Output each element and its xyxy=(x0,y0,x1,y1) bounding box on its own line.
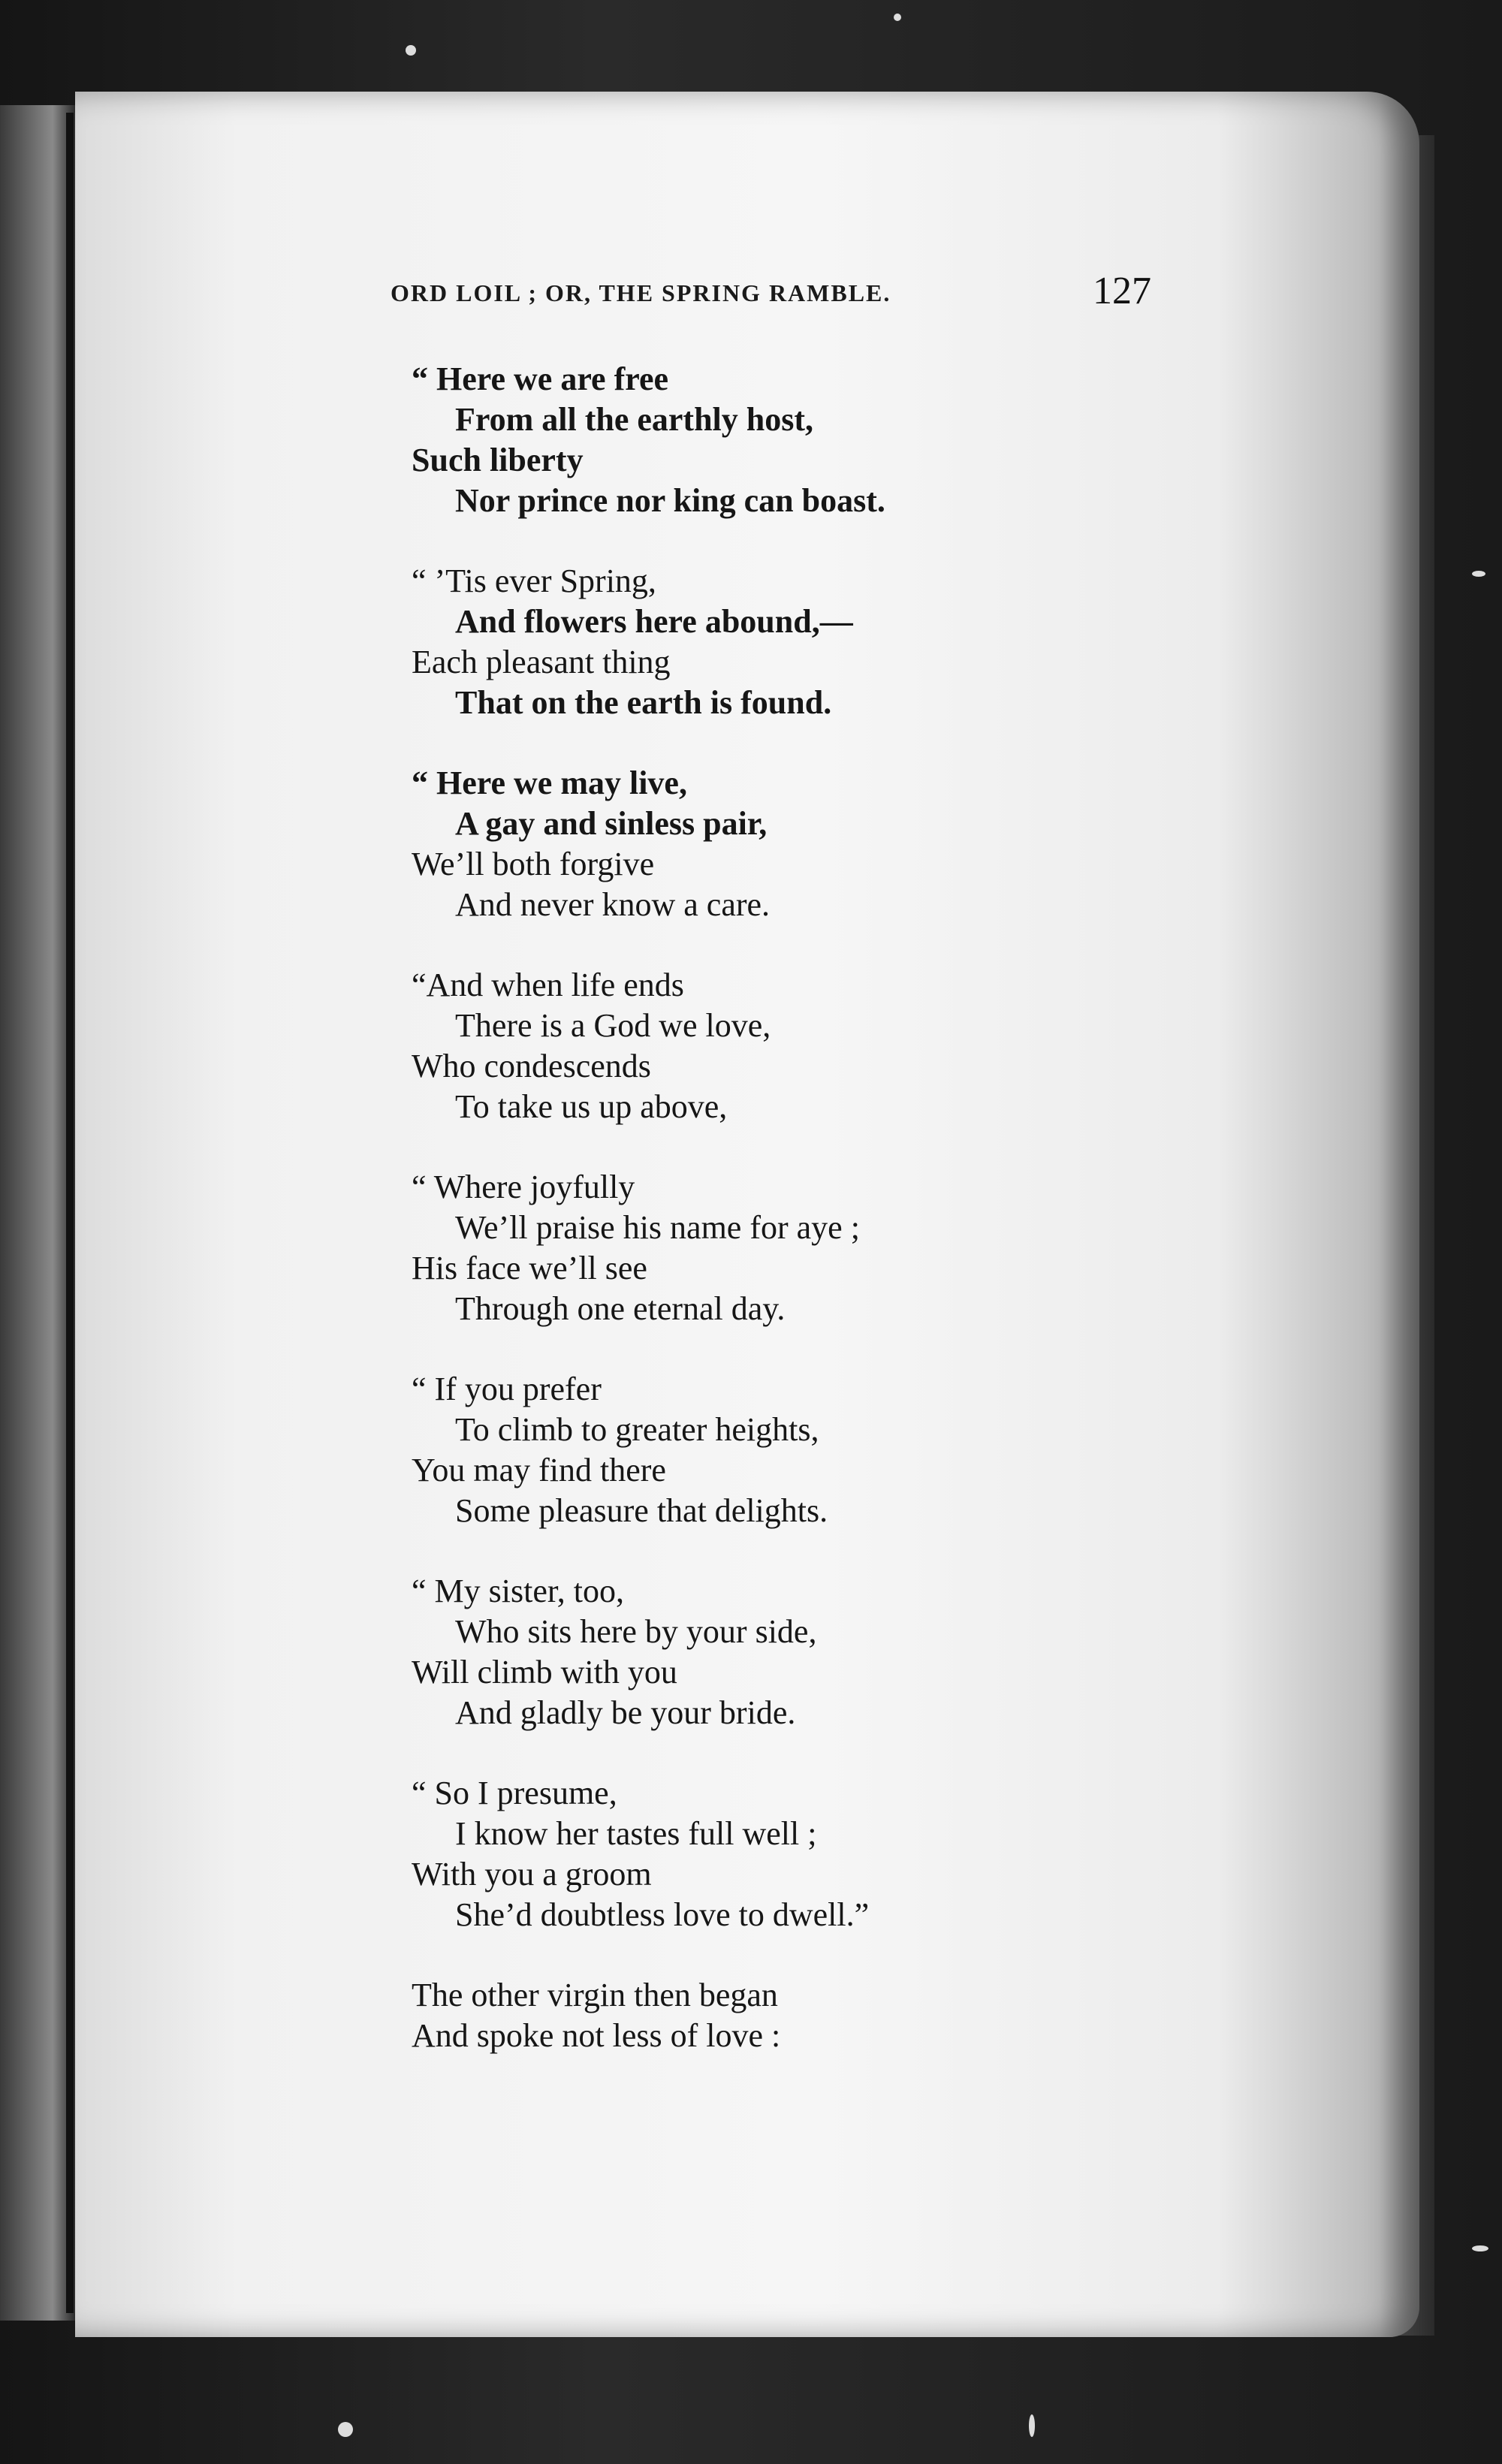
verse-line: She’d doubtless love to dwell.” xyxy=(455,1896,870,1933)
verse-line: We’ll both forgive xyxy=(412,846,655,882)
verse-line: To take us up above, xyxy=(455,1088,728,1125)
verse-line: Some pleasure that delights. xyxy=(455,1492,828,1529)
verse-line: “ If you prefer xyxy=(412,1371,602,1407)
stanza xyxy=(412,1571,1313,1733)
page-number: 127 xyxy=(1093,270,1151,312)
verse-line: With you a groom xyxy=(412,1856,652,1892)
verse-line: Who condescends xyxy=(412,1048,651,1084)
verse-line: And spoke not less of love : xyxy=(412,2017,781,2054)
stanza xyxy=(412,763,1313,925)
verse-line: “ So I presume, xyxy=(412,1775,617,1811)
stanza xyxy=(412,561,1313,723)
stanza xyxy=(412,359,1313,521)
verse-line: A gay and sinless pair, xyxy=(455,805,768,842)
verse-line: And flowers here abound,— xyxy=(455,603,853,640)
verse-line: “ My sister, too, xyxy=(412,1573,624,1609)
poem-body xyxy=(412,359,1313,2096)
dust-speck xyxy=(1472,571,1485,577)
running-head: ORD LOIL ; OR, THE SPRING RAMBLE. xyxy=(391,279,891,306)
verse-line: The other virgin then began xyxy=(412,1977,778,2013)
verse-line: And gladly be your bride. xyxy=(455,1694,796,1731)
verse-line: And never know a care. xyxy=(455,886,771,923)
verse-line: You may find there xyxy=(412,1452,666,1488)
dust-speck xyxy=(1472,2245,1488,2251)
closing-lines xyxy=(412,1975,1313,2056)
verse-line: Who sits here by your side, xyxy=(455,1613,817,1650)
verse-line: Through one eternal day. xyxy=(455,1290,786,1327)
dust-speck xyxy=(894,14,901,21)
stanza xyxy=(412,1369,1313,1531)
verse-line: Will climb with you xyxy=(412,1654,677,1690)
stanza xyxy=(412,1167,1313,1329)
verse-line: That on the earth is found. xyxy=(455,684,832,721)
verse-line: I know her tastes full well ; xyxy=(455,1815,817,1852)
left-page-edge xyxy=(0,105,75,2321)
verse-line: “ Here we may live, xyxy=(412,765,687,801)
verse-line: Nor prince nor king can boast. xyxy=(455,482,885,519)
verse-line: We’ll praise his name for aye ; xyxy=(455,1209,860,1246)
dust-speck xyxy=(406,45,416,56)
verse-line: To climb to greater heights, xyxy=(455,1411,819,1448)
verse-line: His face we’ll see xyxy=(412,1250,647,1286)
verse-line: Such liberty xyxy=(412,442,584,478)
verse-line: “ ’Tis ever Spring, xyxy=(412,562,656,599)
stanza xyxy=(412,965,1313,1127)
verse-line: “ Here we are free xyxy=(412,360,669,397)
dust-speck xyxy=(1029,2414,1035,2437)
verse-line: “And when life ends xyxy=(412,967,684,1003)
verse-line: There is a God we love, xyxy=(455,1007,771,1044)
verse-line: Each pleasant thing xyxy=(412,644,671,680)
gutter-line xyxy=(66,113,74,2313)
dust-speck xyxy=(338,2422,353,2437)
stanza xyxy=(412,1773,1313,1935)
verse-line: “ Where joyfully xyxy=(412,1169,635,1205)
verse-line: From all the earthly host, xyxy=(455,401,814,438)
